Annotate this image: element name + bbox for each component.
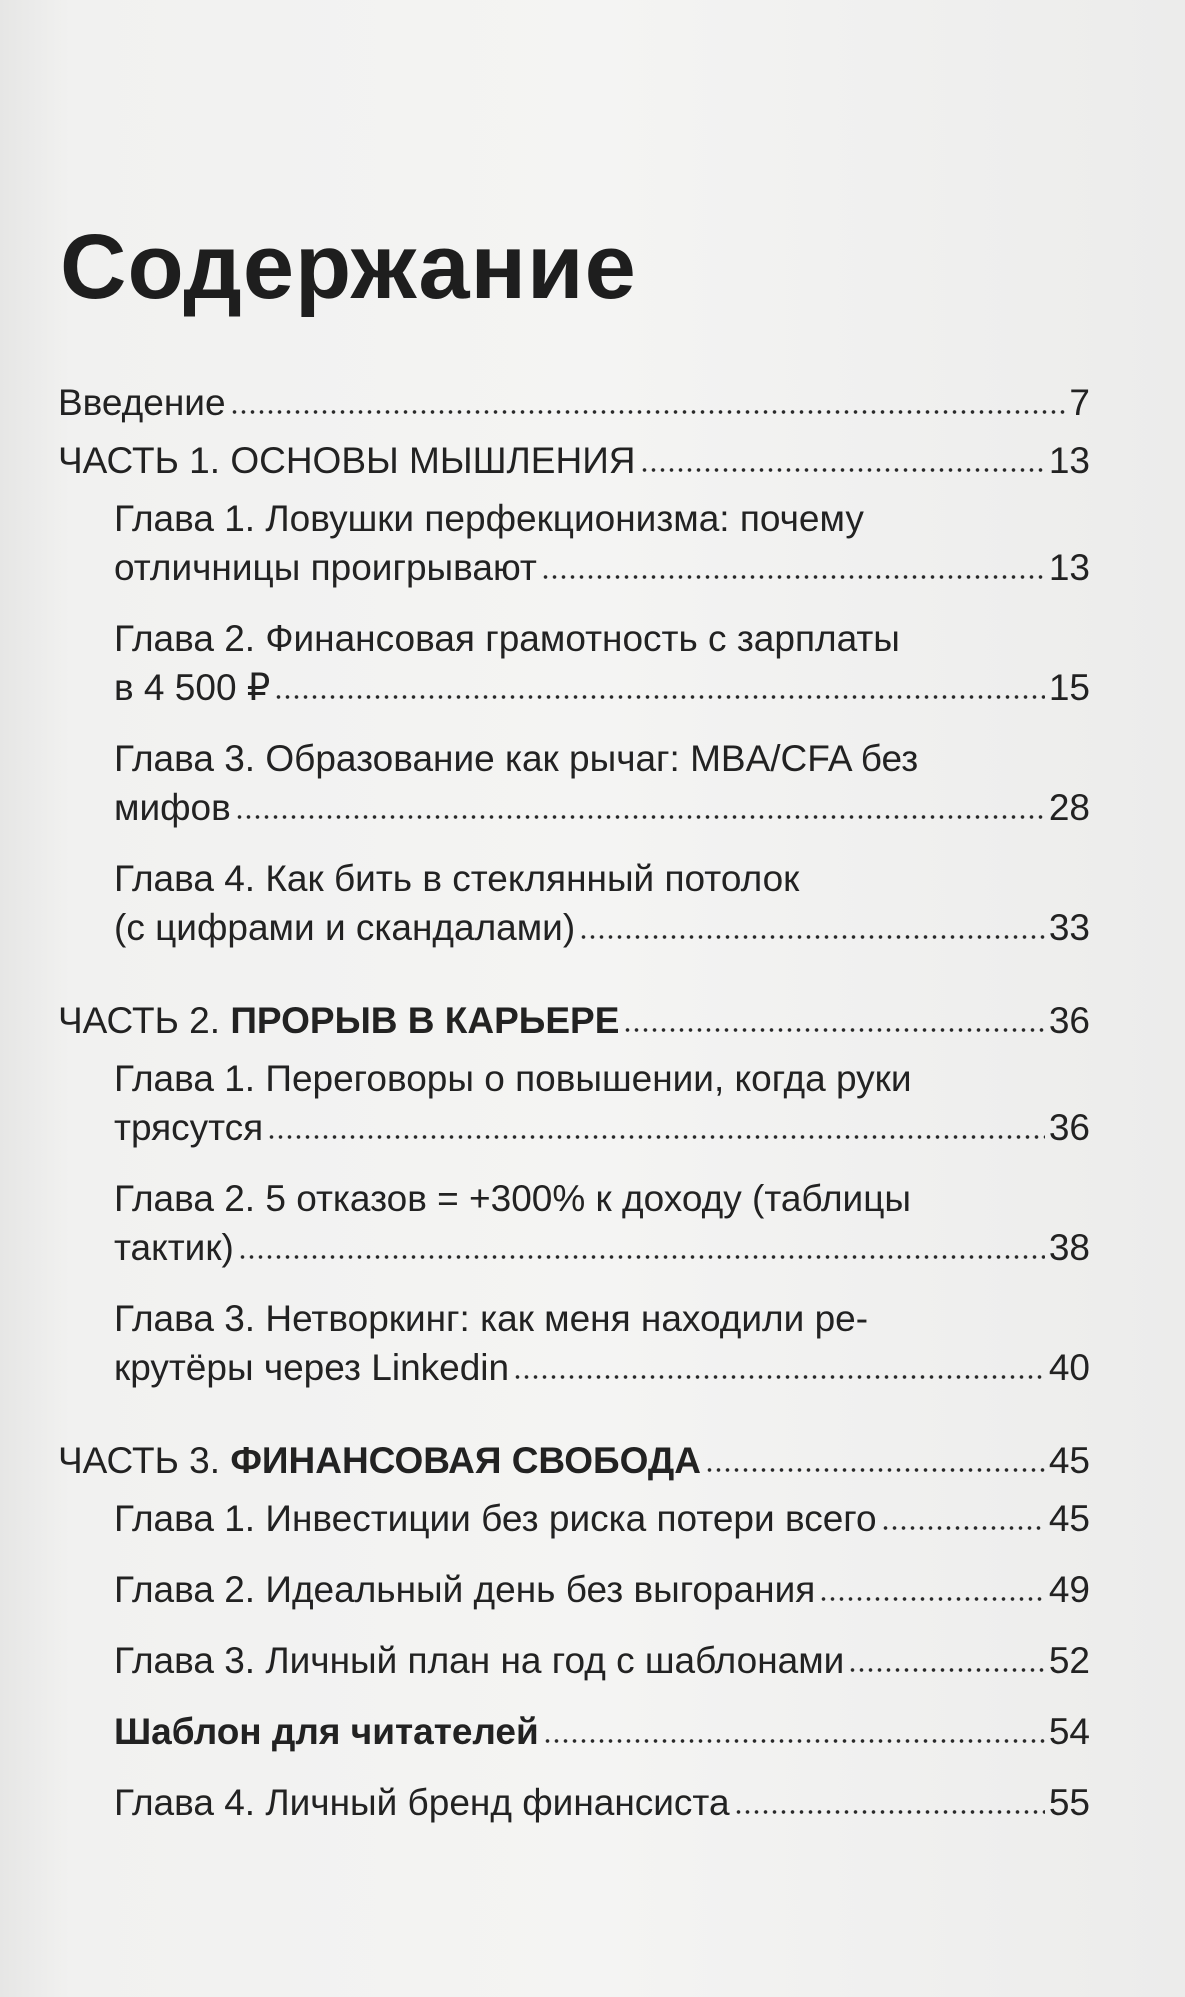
toc-entry-chapter — [114, 614, 1090, 712]
page-number: 52 — [1048, 1640, 1090, 1681]
toc-entry-part — [58, 1436, 1090, 1485]
toc-entry-text — [114, 783, 231, 832]
dot-leader — [819, 1596, 1045, 1602]
toc-entry-title: ФИНАНСОВАЯ СВОБОДА — [230, 1440, 701, 1481]
page-number: 15 — [1048, 667, 1090, 708]
toc-line — [114, 1565, 1090, 1614]
toc-line — [58, 378, 1090, 427]
toc-entry-text — [114, 1294, 868, 1343]
toc-entry-title: крутёры через Linkedin — [114, 1347, 510, 1388]
toc-entry-text — [114, 1054, 912, 1103]
toc-entry-title: Шаблон для читателей — [114, 1711, 539, 1752]
toc-entry-text — [114, 1565, 815, 1614]
dot-leader — [230, 409, 1066, 415]
dot-leader — [238, 1254, 1045, 1260]
toc-line — [114, 1494, 1090, 1543]
toc-entry-title: тактик) — [114, 1227, 234, 1268]
toc-entry-part — [58, 378, 1090, 427]
toc-entry-title: Глава 2. Финансовая грамотность с зарплаты — [114, 618, 900, 659]
toc-entry-chapter — [114, 1636, 1090, 1685]
page-number: 36 — [1048, 1000, 1090, 1041]
toc-entry-title: ПРОРЫВ В КАРЬЕРЕ — [230, 1000, 620, 1041]
toc-entry-title: мифов — [114, 787, 231, 828]
toc-entry-title: ОСНОВЫ МЫШЛЕНИЯ — [230, 440, 636, 481]
toc-line — [114, 1294, 1090, 1343]
toc-line — [58, 996, 1090, 1045]
toc-entry-text — [114, 1636, 844, 1685]
toc-entry-chapter — [114, 1707, 1090, 1756]
toc-line — [114, 1103, 1090, 1152]
toc-line — [114, 1636, 1090, 1685]
toc-line — [114, 1223, 1090, 1272]
toc-entry-text — [114, 734, 918, 783]
toc-entry-title: (с цифрами и скандалами) — [114, 907, 576, 948]
dot-leader — [881, 1525, 1045, 1531]
page-number: 45 — [1048, 1498, 1090, 1539]
dot-leader — [541, 574, 1045, 580]
toc-part-prefix: ЧАСТЬ 3. — [58, 1440, 231, 1481]
toc-entry-text — [58, 436, 636, 485]
toc-entry-text — [114, 1707, 539, 1756]
dot-leader — [513, 1374, 1045, 1380]
page-title: Содержание — [60, 216, 637, 318]
toc-entry-text — [58, 996, 619, 1045]
toc-entry-title: трясутся — [114, 1107, 264, 1148]
toc-entry-title: отличницы проигрывают — [114, 547, 537, 588]
toc-entry-text — [114, 903, 575, 952]
toc-entry-chapter — [114, 1054, 1090, 1152]
toc-entry-title: Глава 2. Идеальный день без выгорания — [114, 1569, 816, 1610]
page-number: 40 — [1048, 1347, 1090, 1388]
toc-entry-text — [58, 1436, 701, 1485]
toc-entry-title: в 4 500 ₽ — [114, 667, 271, 708]
toc-entry-chapter — [114, 1565, 1090, 1614]
page-number: 55 — [1048, 1782, 1090, 1823]
toc-part-prefix: ЧАСТЬ 1. — [58, 440, 231, 481]
toc-line — [114, 734, 1090, 783]
toc-entry-title: Глава 4. Как бить в стеклянный потолок — [114, 858, 800, 899]
toc-entry-text — [114, 1223, 234, 1272]
toc-entry-part — [58, 996, 1090, 1045]
toc-entry-chapter — [114, 1174, 1090, 1272]
table-of-contents — [58, 378, 1090, 1849]
toc-entry-text — [114, 1343, 509, 1392]
toc-entry-text — [58, 378, 226, 427]
page-number: 33 — [1048, 907, 1090, 948]
dot-leader — [640, 467, 1045, 473]
toc-entry-chapter — [114, 1778, 1090, 1827]
toc-entry-title: Введение — [58, 382, 226, 423]
page-number: 38 — [1048, 1227, 1090, 1268]
toc-part-prefix: ЧАСТЬ 2. — [58, 1000, 231, 1041]
toc-entry-title: Глава 2. 5 отказов = +300% к доходу (таблицы — [114, 1178, 911, 1219]
toc-entry-title: Глава 3. Нетворкинг: как меня находили ре- — [114, 1298, 869, 1339]
toc-entry-title: Глава 1. Инвестиции без риска потери всего — [114, 1498, 877, 1539]
toc-entry-title: Глава 3. Образование как рычаг: MBA/CFA без — [114, 738, 919, 779]
toc-entry-text — [114, 543, 537, 592]
dot-leader — [579, 934, 1045, 940]
toc-line — [114, 543, 1090, 592]
toc-line — [114, 854, 1090, 903]
page-number: 49 — [1048, 1569, 1090, 1610]
toc-entry-title: Глава 1. Ловушки перфекционизма: почему — [114, 498, 864, 539]
toc-entry-text — [114, 663, 270, 712]
page-number: 28 — [1048, 787, 1090, 828]
toc-line — [58, 1436, 1090, 1485]
toc-entry-chapter — [114, 1294, 1090, 1392]
toc-entry-chapter — [114, 494, 1090, 592]
toc-entry-title: Глава 1. Переговоры о повышении, когда руки — [114, 1058, 912, 1099]
dot-leader — [235, 814, 1045, 820]
toc-entry-text — [114, 1778, 730, 1827]
toc-entry-chapter — [114, 854, 1090, 952]
toc-line — [114, 494, 1090, 543]
toc-line — [114, 1778, 1090, 1827]
dot-leader — [848, 1667, 1044, 1673]
toc-entry-title: Глава 3. Личный план на год с шаблонами — [114, 1640, 845, 1681]
toc-entry-text — [114, 494, 864, 543]
toc-entry-part — [58, 436, 1090, 485]
dot-leader — [623, 1027, 1044, 1033]
toc-line — [114, 614, 1090, 663]
toc-line — [114, 783, 1090, 832]
page-number: 13 — [1048, 547, 1090, 588]
dot-leader — [543, 1738, 1045, 1744]
toc-line — [58, 436, 1090, 485]
dot-leader — [267, 1134, 1045, 1140]
page-number: 36 — [1048, 1107, 1090, 1148]
toc-entry-chapter — [114, 734, 1090, 832]
toc-line — [114, 1343, 1090, 1392]
page-number: 45 — [1048, 1440, 1090, 1481]
toc-line — [114, 1707, 1090, 1756]
toc-entry-text — [114, 854, 799, 903]
page-number: 7 — [1069, 382, 1090, 423]
toc-line — [114, 663, 1090, 712]
dot-leader — [705, 1467, 1045, 1473]
toc-entry-title: Глава 4. Личный бренд финансиста — [114, 1782, 730, 1823]
toc-entry-text — [114, 1174, 911, 1223]
toc-entry-chapter — [114, 1494, 1090, 1543]
toc-line — [114, 1174, 1090, 1223]
toc-entry-text — [114, 1103, 263, 1152]
page-number: 54 — [1048, 1711, 1090, 1752]
toc-line — [114, 1054, 1090, 1103]
dot-leader — [734, 1809, 1045, 1815]
toc-entry-text — [114, 1494, 877, 1543]
dot-leader — [274, 694, 1044, 700]
toc-entry-text — [114, 614, 900, 663]
page-number: 13 — [1048, 440, 1090, 481]
toc-line — [114, 903, 1090, 952]
